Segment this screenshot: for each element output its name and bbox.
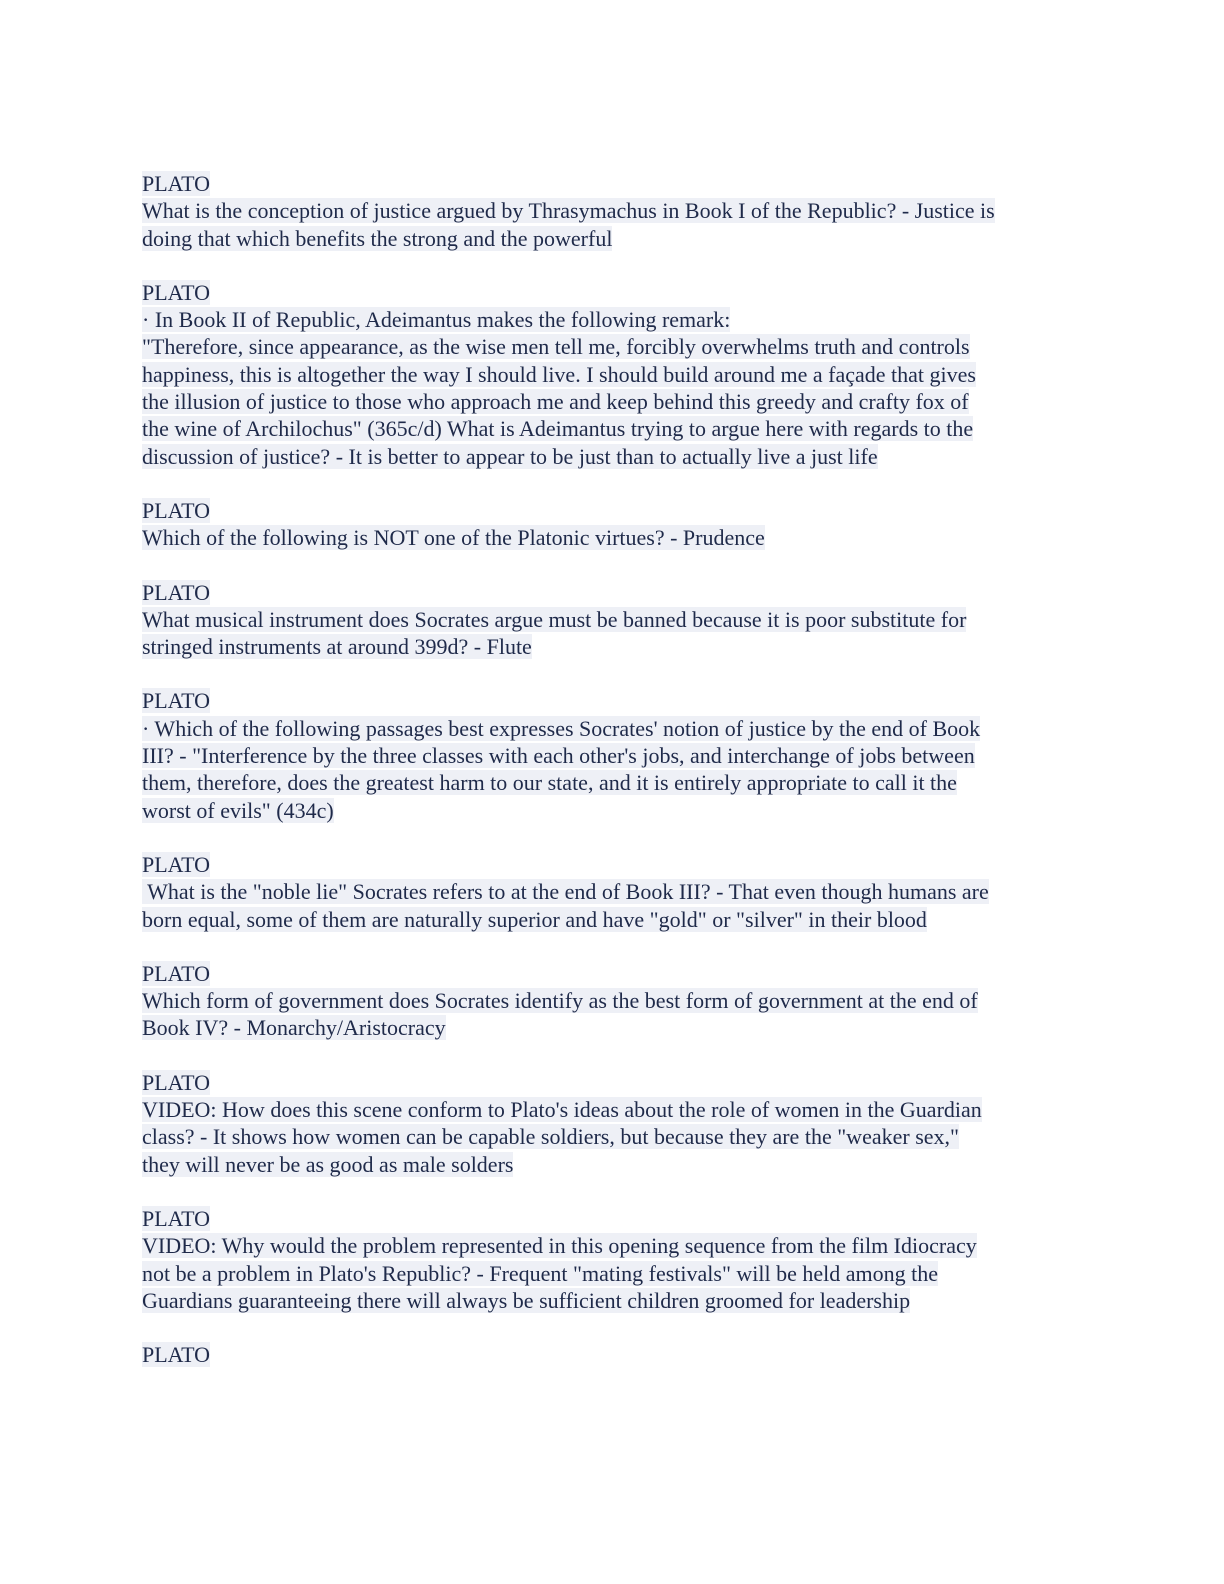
entry-heading-text: PLATO bbox=[142, 171, 211, 196]
qa-entry bbox=[142, 1069, 1082, 1178]
entry-heading bbox=[142, 687, 1082, 714]
entry-text: What musical instrument does Socrates argue must be banned because it is poor substitute for bbox=[142, 606, 967, 632]
qa-entry bbox=[142, 1341, 1082, 1368]
entry-heading bbox=[142, 1205, 1082, 1232]
entry-text-line bbox=[142, 769, 1082, 796]
entry-text-line bbox=[142, 1014, 1082, 1041]
entry-text-line bbox=[142, 388, 1082, 415]
entry-text-line bbox=[142, 1151, 1082, 1178]
entry-text-line bbox=[142, 443, 1082, 470]
entry-text-line bbox=[142, 906, 1082, 933]
entry-heading-text: PLATO bbox=[142, 1069, 211, 1095]
entry-text: Which of the following is NOT one of the Platonic virtues? - Prudence bbox=[142, 525, 765, 551]
entry-text-line bbox=[142, 361, 1082, 388]
entry-text-line bbox=[142, 987, 1082, 1014]
entry-text: class? - It shows how women can be capable soldiers, but because they are the "weaker sex," bbox=[142, 1124, 959, 1150]
entry-text-line bbox=[142, 797, 1082, 824]
entry-heading-text: PLATO bbox=[142, 960, 211, 986]
entry-text: · In Book II of Republic, Adeimantus makes the following remark: bbox=[142, 307, 731, 333]
qa-entry bbox=[142, 497, 1082, 552]
entry-text: III? - "Interference by the three classes with each other's jobs, and interchange of jobs between bbox=[142, 743, 975, 769]
entry-text-line bbox=[142, 1096, 1082, 1123]
entry-heading bbox=[142, 579, 1082, 606]
entry-text-line bbox=[142, 415, 1082, 442]
entry-text: the wine of Archilochus" (365c/d) What is Adeimantus trying to argue here with regards to the bbox=[142, 416, 974, 442]
entry-text: worst of evils" (434c) bbox=[142, 797, 334, 823]
entry-text: doing that which benefits the strong and the powerful bbox=[142, 225, 613, 251]
entry-heading bbox=[142, 279, 1082, 306]
entry-text-line bbox=[142, 878, 1082, 905]
entry-text: they will never be as good as male solders bbox=[142, 1151, 514, 1177]
qa-entry bbox=[142, 279, 1082, 470]
entry-text-line bbox=[142, 1232, 1082, 1259]
entry-text-line bbox=[142, 715, 1082, 742]
entry-heading-text: PLATO bbox=[142, 851, 211, 877]
entry-text-line bbox=[142, 1260, 1082, 1287]
entry-text: Which form of government does Socrates identify as the best form of government at the end of bbox=[142, 988, 978, 1014]
entry-text: not be a problem in Plato's Republic? - Frequent "mating festivals" will be held among the bbox=[142, 1260, 939, 1286]
entry-text-line bbox=[142, 742, 1082, 769]
entry-heading bbox=[142, 497, 1082, 524]
entry-text-line bbox=[142, 306, 1082, 333]
entry-heading-text: PLATO bbox=[142, 497, 211, 523]
entry-text: born equal, some of them are naturally superior and have "gold" or "silver" in their blood bbox=[142, 906, 927, 932]
entry-text-line bbox=[142, 1287, 1082, 1314]
entry-text: stringed instruments at around 399d? - Flute bbox=[142, 634, 532, 660]
entry-heading bbox=[142, 960, 1082, 987]
document-body bbox=[142, 170, 1082, 1395]
entry-text: them, therefore, does the greatest harm to our state, and it is entirely appropriate to call it the bbox=[142, 770, 957, 796]
entry-text-line bbox=[142, 333, 1082, 360]
qa-entry bbox=[142, 579, 1082, 661]
entry-text: Guardians guaranteeing there will always be sufficient children groomed for leadership bbox=[142, 1287, 911, 1313]
entry-text: What is the "noble lie" Socrates refers to at the end of Book III? - That even though humans are bbox=[142, 879, 989, 905]
qa-entry bbox=[142, 851, 1082, 933]
qa-entry bbox=[142, 687, 1082, 823]
entry-heading-text: PLATO bbox=[142, 688, 211, 714]
entry-text: the illusion of justice to those who approach me and keep behind this greedy and crafty fox of bbox=[142, 389, 969, 415]
qa-entry bbox=[142, 960, 1082, 1042]
qa-entry bbox=[142, 170, 1082, 252]
entry-text-line bbox=[142, 197, 1082, 224]
entry-heading-text: PLATO bbox=[142, 1342, 211, 1368]
entry-text: VIDEO: How does this scene conform to Plato's ideas about the role of women in the Guardian bbox=[142, 1097, 982, 1123]
entry-heading-text: PLATO bbox=[142, 1205, 211, 1231]
entry-heading bbox=[142, 170, 1082, 197]
entry-text-line bbox=[142, 1123, 1082, 1150]
entry-text-line bbox=[142, 524, 1082, 551]
entry-heading bbox=[142, 1069, 1082, 1096]
entry-text-line bbox=[142, 606, 1082, 633]
entry-heading bbox=[142, 1341, 1082, 1368]
entry-text: What is the conception of justice argued by Thrasymachus in Book I of the Republic? - Justice is bbox=[142, 198, 995, 224]
entry-text: · Which of the following passages best expresses Socrates' notion of justice by the end of Book bbox=[142, 715, 981, 741]
entry-text-line bbox=[142, 633, 1082, 660]
entry-heading bbox=[142, 851, 1082, 878]
entry-text: Book IV? - Monarchy/Aristocracy bbox=[142, 1015, 446, 1041]
qa-entry bbox=[142, 1205, 1082, 1314]
entry-heading-text: PLATO bbox=[142, 279, 211, 305]
entry-text: discussion of justice? - It is better to appear to be just than to actually live a just life bbox=[142, 443, 878, 469]
entry-text: happiness, this is altogether the way I should live. I should build around me a façade that gives bbox=[142, 361, 976, 387]
entry-text: VIDEO: Why would the problem represented in this opening sequence from the film Idiocracy bbox=[142, 1233, 977, 1259]
entry-text-line bbox=[142, 225, 1082, 252]
entry-text: "Therefore, since appearance, as the wise men tell me, forcibly overwhelms truth and controls bbox=[142, 334, 970, 360]
entry-heading-text: PLATO bbox=[142, 579, 211, 605]
